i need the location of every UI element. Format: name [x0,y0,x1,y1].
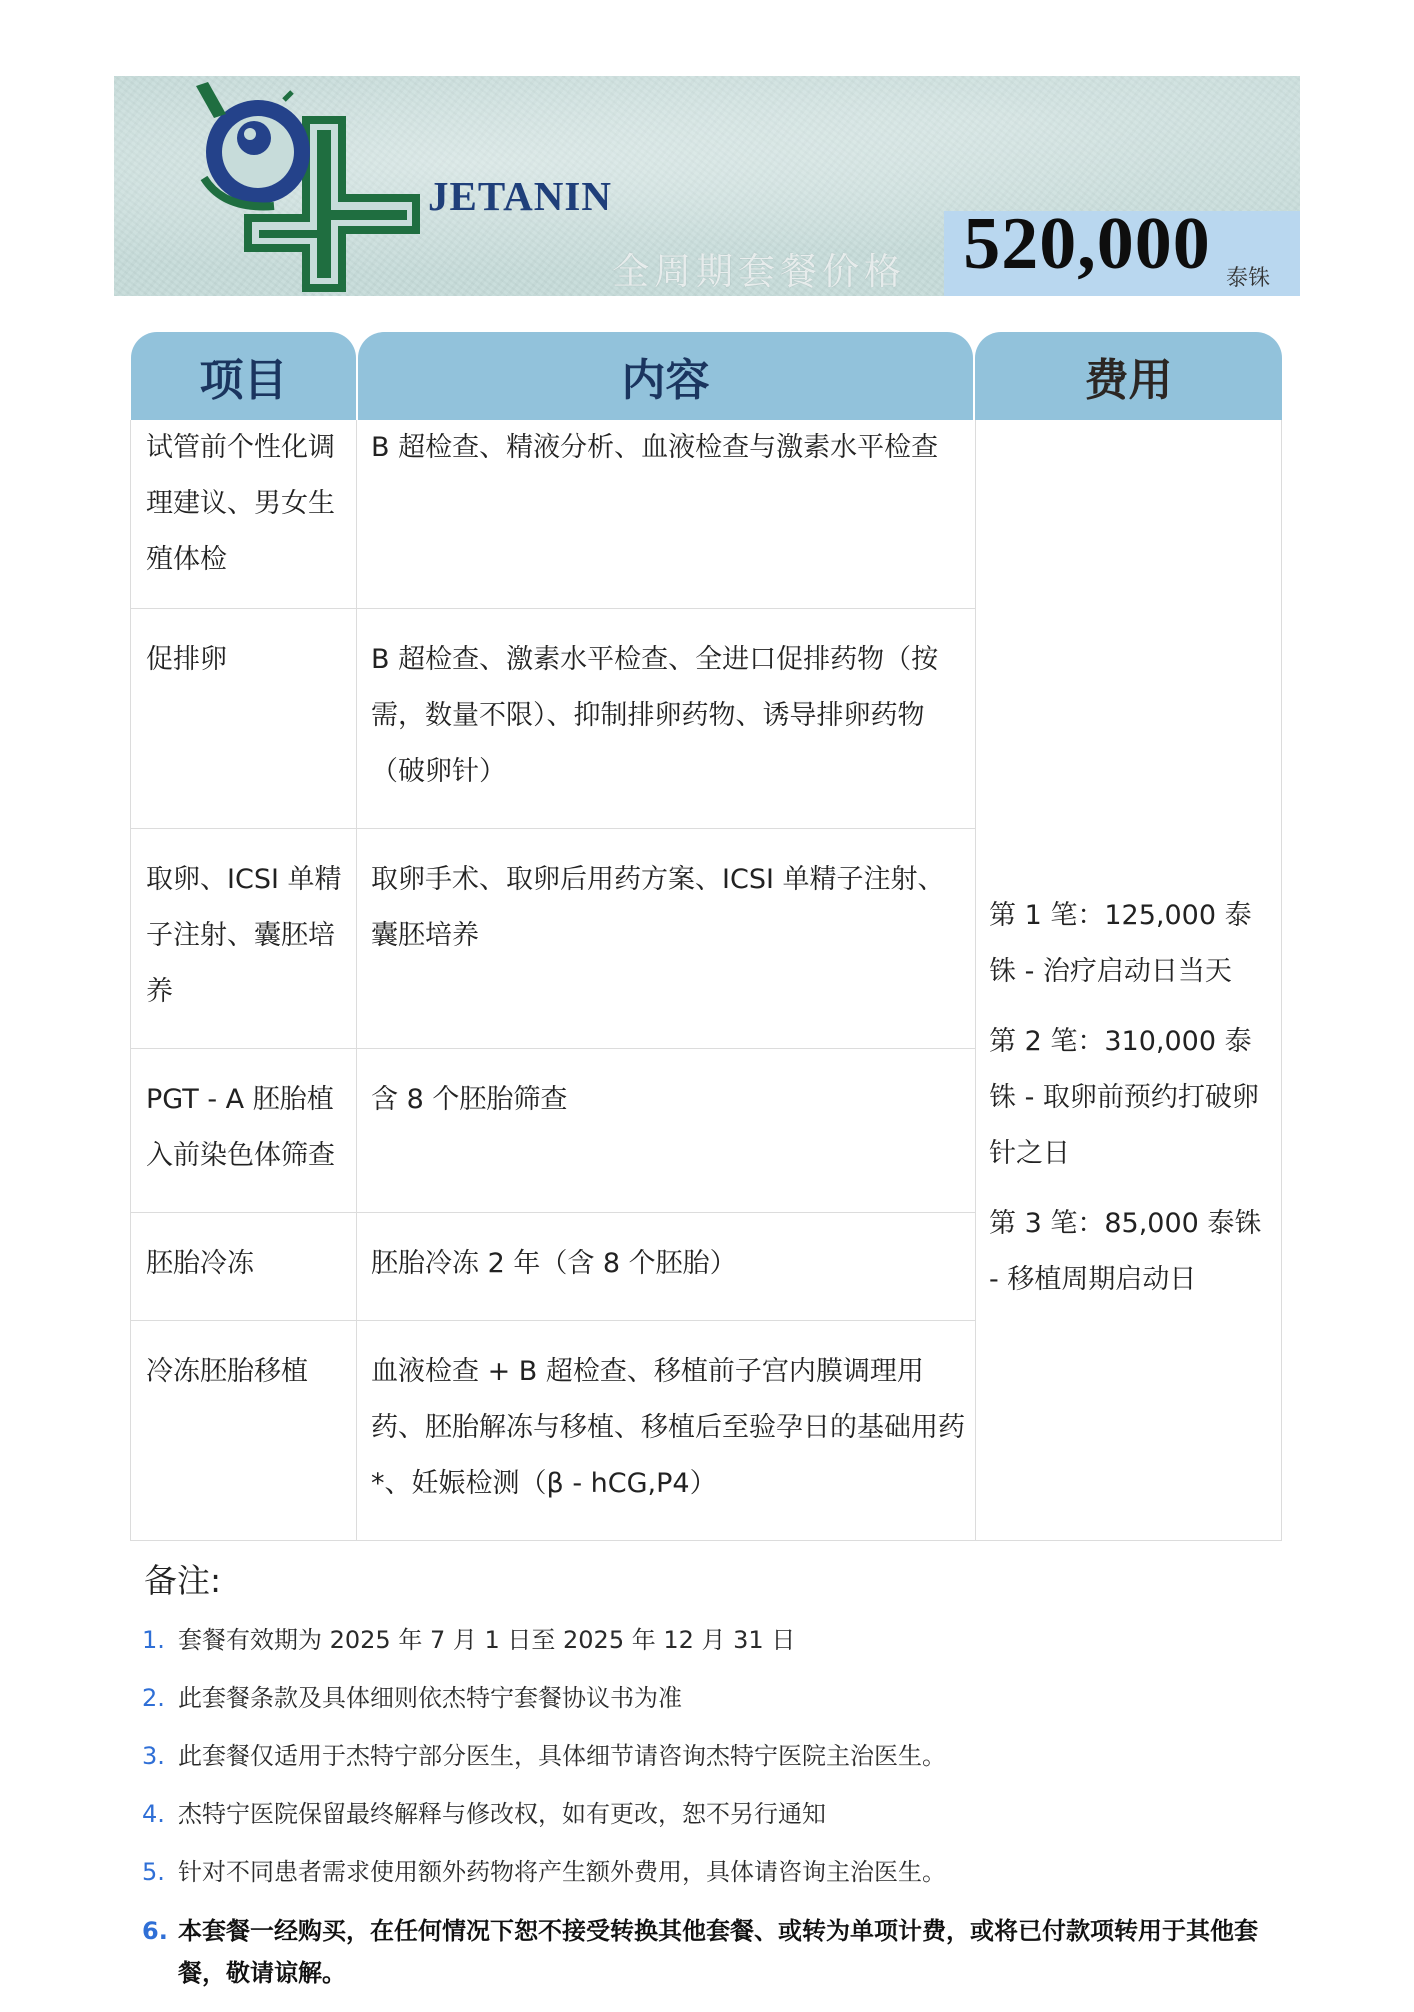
note-text: 套餐有效期为 2025 年 7 月 1 日至 2025 年 12 月 31 日 [178,1626,796,1654]
row-4-content: 含 8 个胚胎筛查 [371,1084,568,1115]
row-divider [131,1320,975,1321]
row-3-item: 取卵、ICSI 单精子注射、囊胚培养 [146,864,342,1007]
note-item-important [142,1910,1282,1994]
row-1-item: 试管前个性化调理建议、男女生殖体检 [146,432,335,575]
note-text: 本套餐一经购买，在任何情况下恕不接受转换其他套餐、或转为单项计费，或将已付款项转用于其他套餐，敬请谅解。 [178,1917,1258,1987]
note-number: 6. [142,1917,168,1945]
note-text: 此套餐仅适用于杰特宁部分医生，具体细节请咨询杰特宁医院主治医生。 [178,1742,946,1770]
column-divider [975,420,976,1540]
row-5-item: 胚胎冷冻 [146,1248,254,1279]
row-5-content: 胚胎冷冻 2 年（含 8 个胚胎） [371,1248,737,1279]
note-item [142,1736,1282,1776]
note-number: 4. [142,1800,165,1828]
row-6-content: 血液检查 + B 超检查、移植前子宫内膜调理用药、胚胎解冻与移植、移植后至验孕日的基础用药 *、妊娠检测（β - hCG,P4） [371,1356,965,1499]
payment-2: 第 2 笔：310,000 泰铢 - 取卵前预约打破卵针之日 [989,1026,1259,1169]
package-table [130,420,1282,1541]
row-divider [131,1048,975,1049]
note-item [142,1852,1282,1892]
note-number: 3. [142,1742,165,1770]
note-text: 针对不同患者需求使用额外药物将产生额外费用，具体请咨询主治医生。 [178,1858,946,1886]
notes-title: 备注: [144,1561,222,1600]
brand-name: JETANIN [428,173,612,219]
header-fee: 费用 [975,332,1282,420]
row-6-item: 冷冻胚胎移植 [146,1356,308,1387]
note-number: 1. [142,1626,165,1654]
note-text: 杰特宁医院保留最终解释与修改权，如有更改，恕不另行通知 [178,1800,826,1828]
row-3-content: 取卵手术、取卵后用药方案、ICSI 单精子注射、囊胚培养 [371,864,945,951]
payment-1: 第 1 笔：125,000 泰铢 - 治疗启动日当天 [989,900,1252,987]
package-price: 520,000 [963,203,1211,285]
row-2-content: B 超检查、激素水平检查、全进口促排药物（按需，数量不限）、抑制排卵药物、诱导排卵药物（破卵针） [371,644,939,787]
header-item: 项目 [131,332,356,420]
note-number: 5. [142,1858,165,1886]
payment-3: 第 3 笔：85,000 泰铢 - 移植周期启动日 [989,1208,1262,1295]
note-item [142,1678,1282,1718]
jetanin-logo-icon [184,80,424,295]
row-1-content: B 超检查、精液分析、血液检查与激素水平检查 [371,432,939,463]
note-item [142,1620,1282,1660]
row-divider [131,608,975,609]
banner-subtitle: 全周期套餐价格 [612,250,906,293]
header-banner [114,76,1300,296]
header-content: 内容 [358,332,973,420]
note-item [142,1794,1282,1834]
row-divider [131,1212,975,1213]
payment-schedule [989,888,1269,1322]
row-divider [131,828,975,829]
notes-list [142,1620,1282,2012]
column-divider [356,420,357,1540]
price-unit: 泰铢 [1226,266,1271,291]
note-number: 2. [142,1684,165,1712]
note-text: 此套餐条款及具体细则依杰特宁套餐协议书为准 [178,1684,682,1712]
row-2-item: 促排卵 [146,644,227,675]
row-4-item: PGT - A 胚胎植入前染色体筛查 [146,1084,335,1171]
